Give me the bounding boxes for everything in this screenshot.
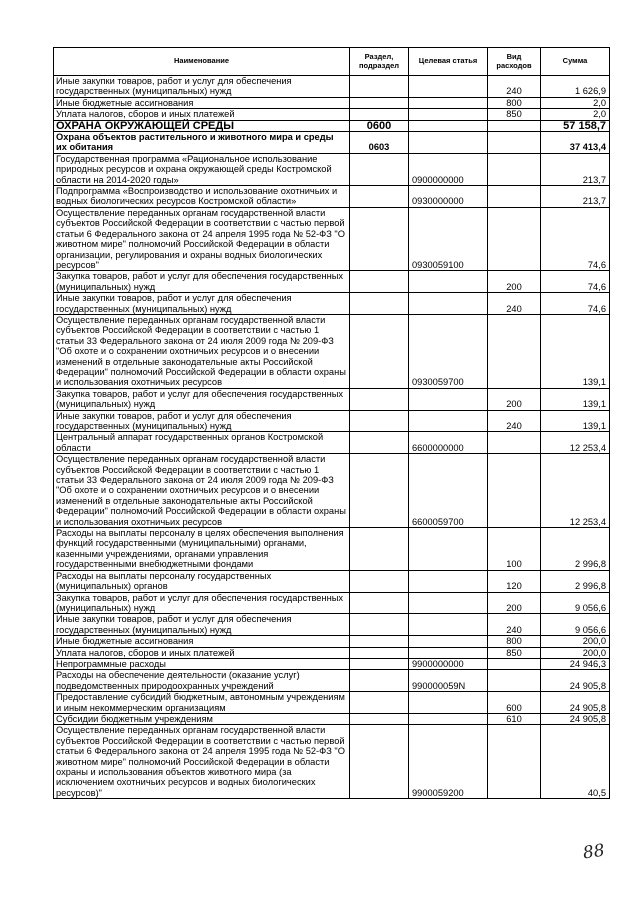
table-row — [54, 271, 610, 293]
cell-target — [409, 410, 488, 432]
cell-name: Субсидии бюджетным учреждениям — [54, 713, 350, 724]
cell-sum: 74,6 — [541, 207, 610, 270]
cell-section — [350, 293, 409, 315]
cell-kind: 200 — [488, 271, 541, 293]
cell-name: Государственная программа «Рациональное использование природных ресурсов и охрана окружающей среды Костромской области на 2014-2020 годы» — [54, 153, 350, 185]
cell-name: Закупка товаров, работ и услуг для обеспечения государственных (муниципальных) нужд — [54, 592, 350, 614]
cell-name: Подпрограмма «Воспроизводство и использование охотничьих и водных биологических ресурсов Костромской области» — [54, 186, 350, 208]
cell-name: Уплата налогов, сборов и иных платежей — [54, 109, 350, 120]
cell-kind: 240 — [488, 76, 541, 98]
cell-kind — [488, 153, 541, 185]
cell-name: Закупка товаров, работ и услуг для обеспечения государственных (муниципальных) нужд — [54, 388, 350, 410]
cell-name: Иные закупки товаров, работ и услуг для обеспечения государственных (муниципальных) нужд — [54, 293, 350, 315]
cell-kind — [488, 432, 541, 454]
cell-target — [409, 271, 488, 293]
cell-target — [409, 614, 488, 636]
cell-section — [350, 614, 409, 636]
table-row — [54, 76, 610, 98]
cell-kind: 200 — [488, 592, 541, 614]
cell-kind — [488, 454, 541, 528]
cell-section — [350, 570, 409, 592]
cell-target: 9900000000 — [409, 658, 488, 669]
cell-section — [350, 692, 409, 714]
cell-sum: 12 253,4 — [541, 454, 610, 528]
cell-kind: 600 — [488, 692, 541, 714]
cell-section — [350, 528, 409, 571]
cell-sum: 139,1 — [541, 410, 610, 432]
cell-section — [350, 388, 409, 410]
cell-kind — [488, 186, 541, 208]
cell-sum: 9 056,6 — [541, 592, 610, 614]
cell-name: Охрана объектов растительного и животного мира и среды их обитания — [54, 132, 350, 154]
cell-kind: 120 — [488, 570, 541, 592]
cell-kind: 800 — [488, 636, 541, 647]
cell-target — [409, 636, 488, 647]
cell-sum: 24 905,8 — [541, 670, 610, 692]
cell-kind — [488, 725, 541, 799]
cell-sum: 200,0 — [541, 647, 610, 658]
header-row — [54, 48, 610, 76]
table-row — [54, 614, 610, 636]
cell-sum: 37 413,4 — [541, 132, 610, 154]
table-row — [54, 725, 610, 799]
cell-section — [350, 76, 409, 98]
cell-name: Центральный аппарат государственных органов Костромской области — [54, 432, 350, 454]
cell-target — [409, 97, 488, 108]
cell-name: Расходы на обеспечение деятельности (оказание услуг) подведомственных природоохранных учреждений — [54, 670, 350, 692]
cell-sum: 1 626,9 — [541, 76, 610, 98]
table-row — [54, 207, 610, 270]
cell-target — [409, 132, 488, 154]
cell-sum: 74,6 — [541, 271, 610, 293]
table-row — [54, 97, 610, 108]
budget-table — [53, 47, 610, 799]
cell-kind: 850 — [488, 647, 541, 658]
cell-target: 6600059700 — [409, 454, 488, 528]
cell-sum: 40,5 — [541, 725, 610, 799]
page-number: 88 — [581, 840, 606, 864]
cell-kind — [488, 132, 541, 154]
cell-sum: 200,0 — [541, 636, 610, 647]
cell-target — [409, 109, 488, 120]
cell-kind — [488, 670, 541, 692]
table-row — [54, 692, 610, 714]
cell-sum: 24 946,3 — [541, 658, 610, 669]
cell-section — [350, 432, 409, 454]
cell-section — [350, 410, 409, 432]
cell-sum: 2,0 — [541, 97, 610, 108]
table-row — [54, 592, 610, 614]
cell-name: Предоставление субсидий бюджетным, автономным учреждениям и иным некоммерческим организациям — [54, 692, 350, 714]
header-sum: Сумма — [541, 48, 610, 76]
table-row — [54, 293, 610, 315]
cell-sum: 74,6 — [541, 293, 610, 315]
cell-section: 0603 — [350, 132, 409, 154]
cell-target — [409, 388, 488, 410]
cell-name: Осуществление переданных органам государственной власти субъектов Российской Федерации в соответствии с частью 1 статьи 33 Федерального закона от 24 июля 2009 года № 209-ФЗ "Об охоте и о сохранении охотничьих ресурсов и о внесении изменений в отдельные законодательные акты Российской Федерации" полномочий Российской Федерации в области охраны и использования охотничьих ресурсов — [54, 314, 350, 388]
cell-target — [409, 592, 488, 614]
table-row — [54, 314, 610, 388]
cell-section: 0600 — [350, 120, 409, 131]
table-row — [54, 647, 610, 658]
cell-sum: 213,7 — [541, 186, 610, 208]
header-target: Целевая статья — [409, 48, 488, 76]
cell-target: 0900000000 — [409, 153, 488, 185]
table-row — [54, 120, 610, 131]
cell-kind: 100 — [488, 528, 541, 571]
cell-section — [350, 314, 409, 388]
table-row — [54, 454, 610, 528]
cell-section — [350, 658, 409, 669]
cell-sum: 139,1 — [541, 388, 610, 410]
cell-sum: 2 996,8 — [541, 570, 610, 592]
cell-name: Непрограммные расходы — [54, 658, 350, 669]
cell-section — [350, 109, 409, 120]
cell-section — [350, 636, 409, 647]
cell-name: Расходы на выплаты персоналу в целях обеспечения выполнения функций государственными (муниципальными) органами, казенными учреждениями, органами управления государственными внебюджетными фондами — [54, 528, 350, 571]
cell-sum: 2,0 — [541, 109, 610, 120]
cell-target — [409, 692, 488, 714]
cell-target — [409, 120, 488, 131]
cell-name: Иные бюджетные ассигнования — [54, 636, 350, 647]
table-row — [54, 410, 610, 432]
cell-target — [409, 76, 488, 98]
cell-name: Иные бюджетные ассигнования — [54, 97, 350, 108]
cell-section — [350, 271, 409, 293]
cell-sum: 12 253,4 — [541, 432, 610, 454]
header-kind: Вид расходов — [488, 48, 541, 76]
cell-target: 6600000000 — [409, 432, 488, 454]
cell-section — [350, 670, 409, 692]
cell-target: 9900059200 — [409, 725, 488, 799]
table-row — [54, 528, 610, 571]
cell-name: Осуществление переданных органам государственной власти субъектов Российской Федерации в соответствии с частью первой статьи 6 Федерального закона от 24 апреля 1995 года № 52-ФЗ "О животном мире" полномочий Российской Федерации в области охраны и использования объектов животного мира (за исключением охотничьих ресурсов и водных биологических ресурсов)" — [54, 725, 350, 799]
cell-kind: 800 — [488, 97, 541, 108]
cell-target: 0930059100 — [409, 207, 488, 270]
cell-kind: 610 — [488, 713, 541, 724]
cell-sum: 57 158,7 — [541, 120, 610, 131]
table-row — [54, 636, 610, 647]
cell-kind: 240 — [488, 410, 541, 432]
cell-target — [409, 713, 488, 724]
cell-name: Уплата налогов, сборов и иных платежей — [54, 647, 350, 658]
table-row — [54, 713, 610, 724]
table-row — [54, 109, 610, 120]
cell-kind: 850 — [488, 109, 541, 120]
cell-target: 990000059N — [409, 670, 488, 692]
cell-section — [350, 454, 409, 528]
cell-kind — [488, 658, 541, 669]
table-row — [54, 388, 610, 410]
cell-kind: 240 — [488, 614, 541, 636]
cell-name: Расходы на выплаты персоналу государственных (муниципальных) органов — [54, 570, 350, 592]
cell-target — [409, 528, 488, 571]
cell-section — [350, 97, 409, 108]
table-row — [54, 432, 610, 454]
table-row — [54, 658, 610, 669]
cell-name: Иные закупки товаров, работ и услуг для обеспечения государственных (муниципальных) нужд — [54, 76, 350, 98]
cell-section — [350, 186, 409, 208]
cell-name: Иные закупки товаров, работ и услуг для обеспечения государственных (муниципальных) нужд — [54, 614, 350, 636]
cell-section — [350, 153, 409, 185]
table-row — [54, 670, 610, 692]
cell-sum: 139,1 — [541, 314, 610, 388]
cell-target: 0930059700 — [409, 314, 488, 388]
cell-name: Осуществление переданных органам государственной власти субъектов Российской Федерации в соответствии с частью первой статьи 6 Федерального закона от 24 апреля 1995 года № 52-ФЗ "О животном мире" полномочий Российской Федерации в области организации, регулирования и охраны водных биологических ресурсов" — [54, 207, 350, 270]
cell-sum: 24 905,8 — [541, 713, 610, 724]
table-row — [54, 153, 610, 185]
cell-kind — [488, 120, 541, 131]
cell-target: 0930000000 — [409, 186, 488, 208]
cell-target — [409, 647, 488, 658]
header-name: Наименование — [54, 48, 350, 76]
table-body — [54, 76, 610, 799]
cell-kind: 240 — [488, 293, 541, 315]
cell-section — [350, 207, 409, 270]
cell-kind — [488, 207, 541, 270]
cell-section — [350, 592, 409, 614]
cell-section — [350, 725, 409, 799]
cell-section — [350, 713, 409, 724]
cell-sum: 24 905,8 — [541, 692, 610, 714]
cell-section — [350, 647, 409, 658]
cell-kind: 200 — [488, 388, 541, 410]
cell-name: Закупка товаров, работ и услуг для обеспечения государственных (муниципальных) нужд — [54, 271, 350, 293]
cell-sum: 9 056,6 — [541, 614, 610, 636]
cell-name: ОХРАНА ОКРУЖАЮЩЕЙ СРЕДЫ — [54, 120, 350, 131]
cell-sum: 213,7 — [541, 153, 610, 185]
cell-name: Иные закупки товаров, работ и услуг для обеспечения государственных (муниципальных) нужд — [54, 410, 350, 432]
cell-sum: 2 996,8 — [541, 528, 610, 571]
header-section: Раздел, подраздел — [350, 48, 409, 76]
table-row — [54, 570, 610, 592]
cell-target — [409, 570, 488, 592]
cell-kind — [488, 314, 541, 388]
table-row — [54, 186, 610, 208]
cell-target — [409, 293, 488, 315]
cell-name: Осуществление переданных органам государственной власти субъектов Российской Федерации в соответствии с частью 1 статьи 33 Федерального закона от 24 июля 2009 года № 209-ФЗ "Об охоте и о сохранении охотничьих ресурсов и о внесении изменений в отдельные законодательные акты Российской Федерации" полномочий Российской Федерации в области охраны и использования охотничьих ресурсов — [54, 454, 350, 528]
table-row — [54, 132, 610, 154]
